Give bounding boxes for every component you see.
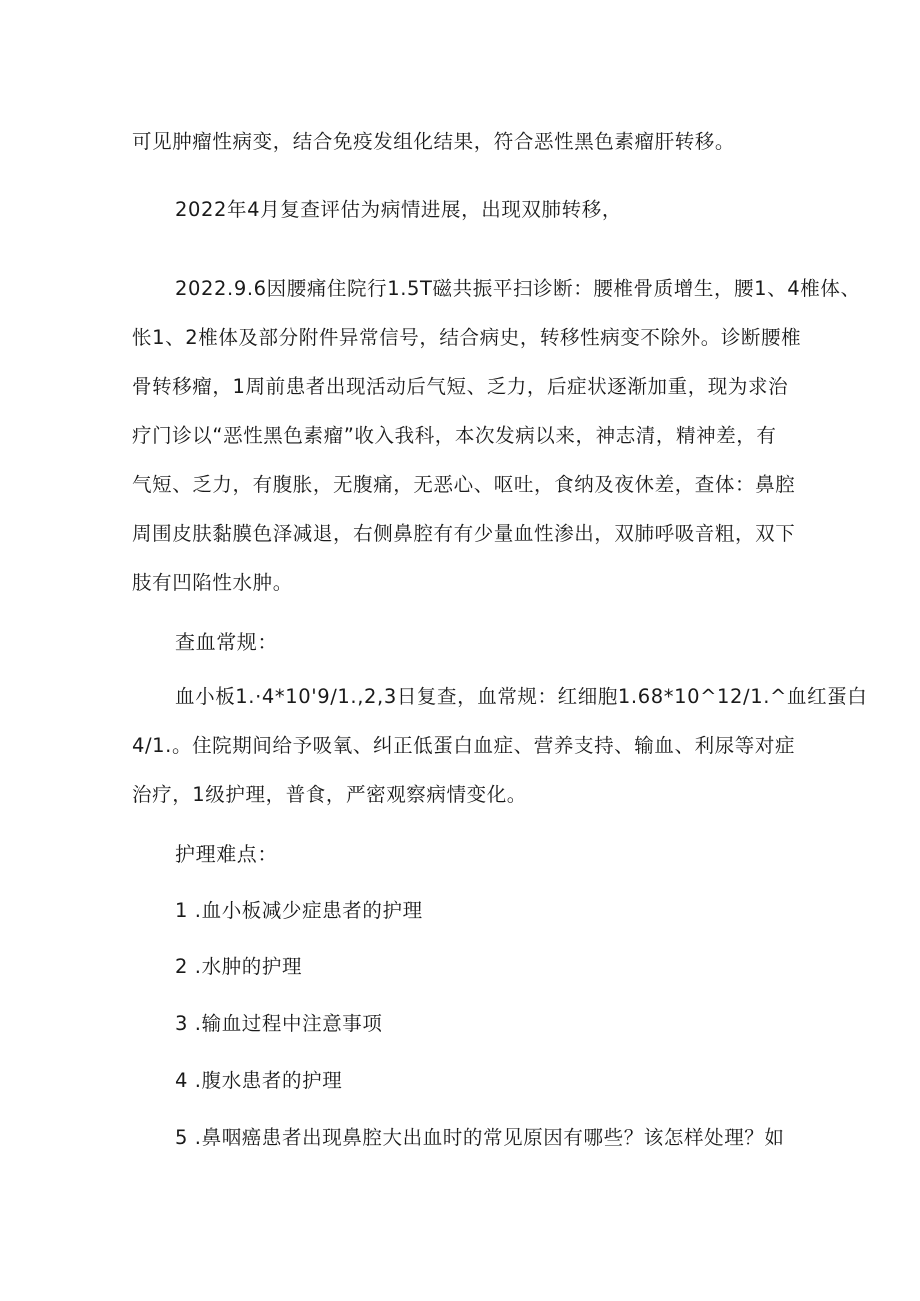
paragraph-line: 血小板1.·4*10'9∕1.,2,3日复查，血常规：红细胞1.68*10^12∕1.^血红蛋白 — [175, 685, 868, 708]
list-item: 3 .输血过程中注意事项 — [175, 1012, 383, 1035]
paragraph-line: 气短、乏力，有腹胀，无腹痛，无恶心、呕吐，食纳及夜休差，查体：鼻腔 — [132, 473, 796, 496]
list-item: 2 .水肿的护理 — [175, 955, 303, 978]
paragraph-text: 可见肿瘤性病变，结合免疫发组化结果，符合恶性黑色素瘤肝转移。 — [132, 130, 736, 153]
paragraph-line: 4/1.。住院期间给予吸氧、纠正低蛋白血症、营养支持、输血、利尿等对症 — [132, 734, 796, 757]
paragraph-line: 骨转移瘤，1周前患者出现活动后气短、乏力，后症状逐渐加重，现为求治 — [132, 375, 789, 398]
paragraph-line: 治疗，1级护理，普食，严密观察病情变化。 — [132, 783, 527, 806]
section-heading-blood: 查血常规： — [175, 630, 278, 654]
paragraph-line: 2022.9.6因腰痛住院行1.5T磁共振平扫诊断：腰椎骨质增生，腰1、4椎体、 — [175, 277, 861, 300]
paragraph-line: 疗门诊以“恶性黑色素瘤”收入我科，本次发病以来，神志清，精神差，有 — [132, 424, 777, 447]
list-item: 1 .血小板减少症患者的护理 — [175, 899, 423, 922]
paragraph-text: 2022年4月复查评估为病情进展，出现双肺转移， — [175, 198, 622, 221]
paragraph-line: 怅1、2椎体及部分附件异常信号，结合病史，转移性病变不除外。诊断腰椎 — [132, 326, 802, 349]
section-heading-nursing: 护理难点： — [175, 842, 278, 866]
list-item: 4 .腹水患者的护理 — [175, 1069, 343, 1092]
paragraph-line: 周围皮肤黏膜色泽减退，右侧鼻腔有有少量血性渗出，双肺呼吸音粗，双下 — [132, 522, 796, 545]
list-item: 5 .鼻咽癌患者出现鼻腔大出血时的常见原因有哪些？该怎样处理？如 — [175, 1126, 785, 1149]
paragraph-line: 肢有凹陷性水肿。 — [132, 571, 293, 594]
